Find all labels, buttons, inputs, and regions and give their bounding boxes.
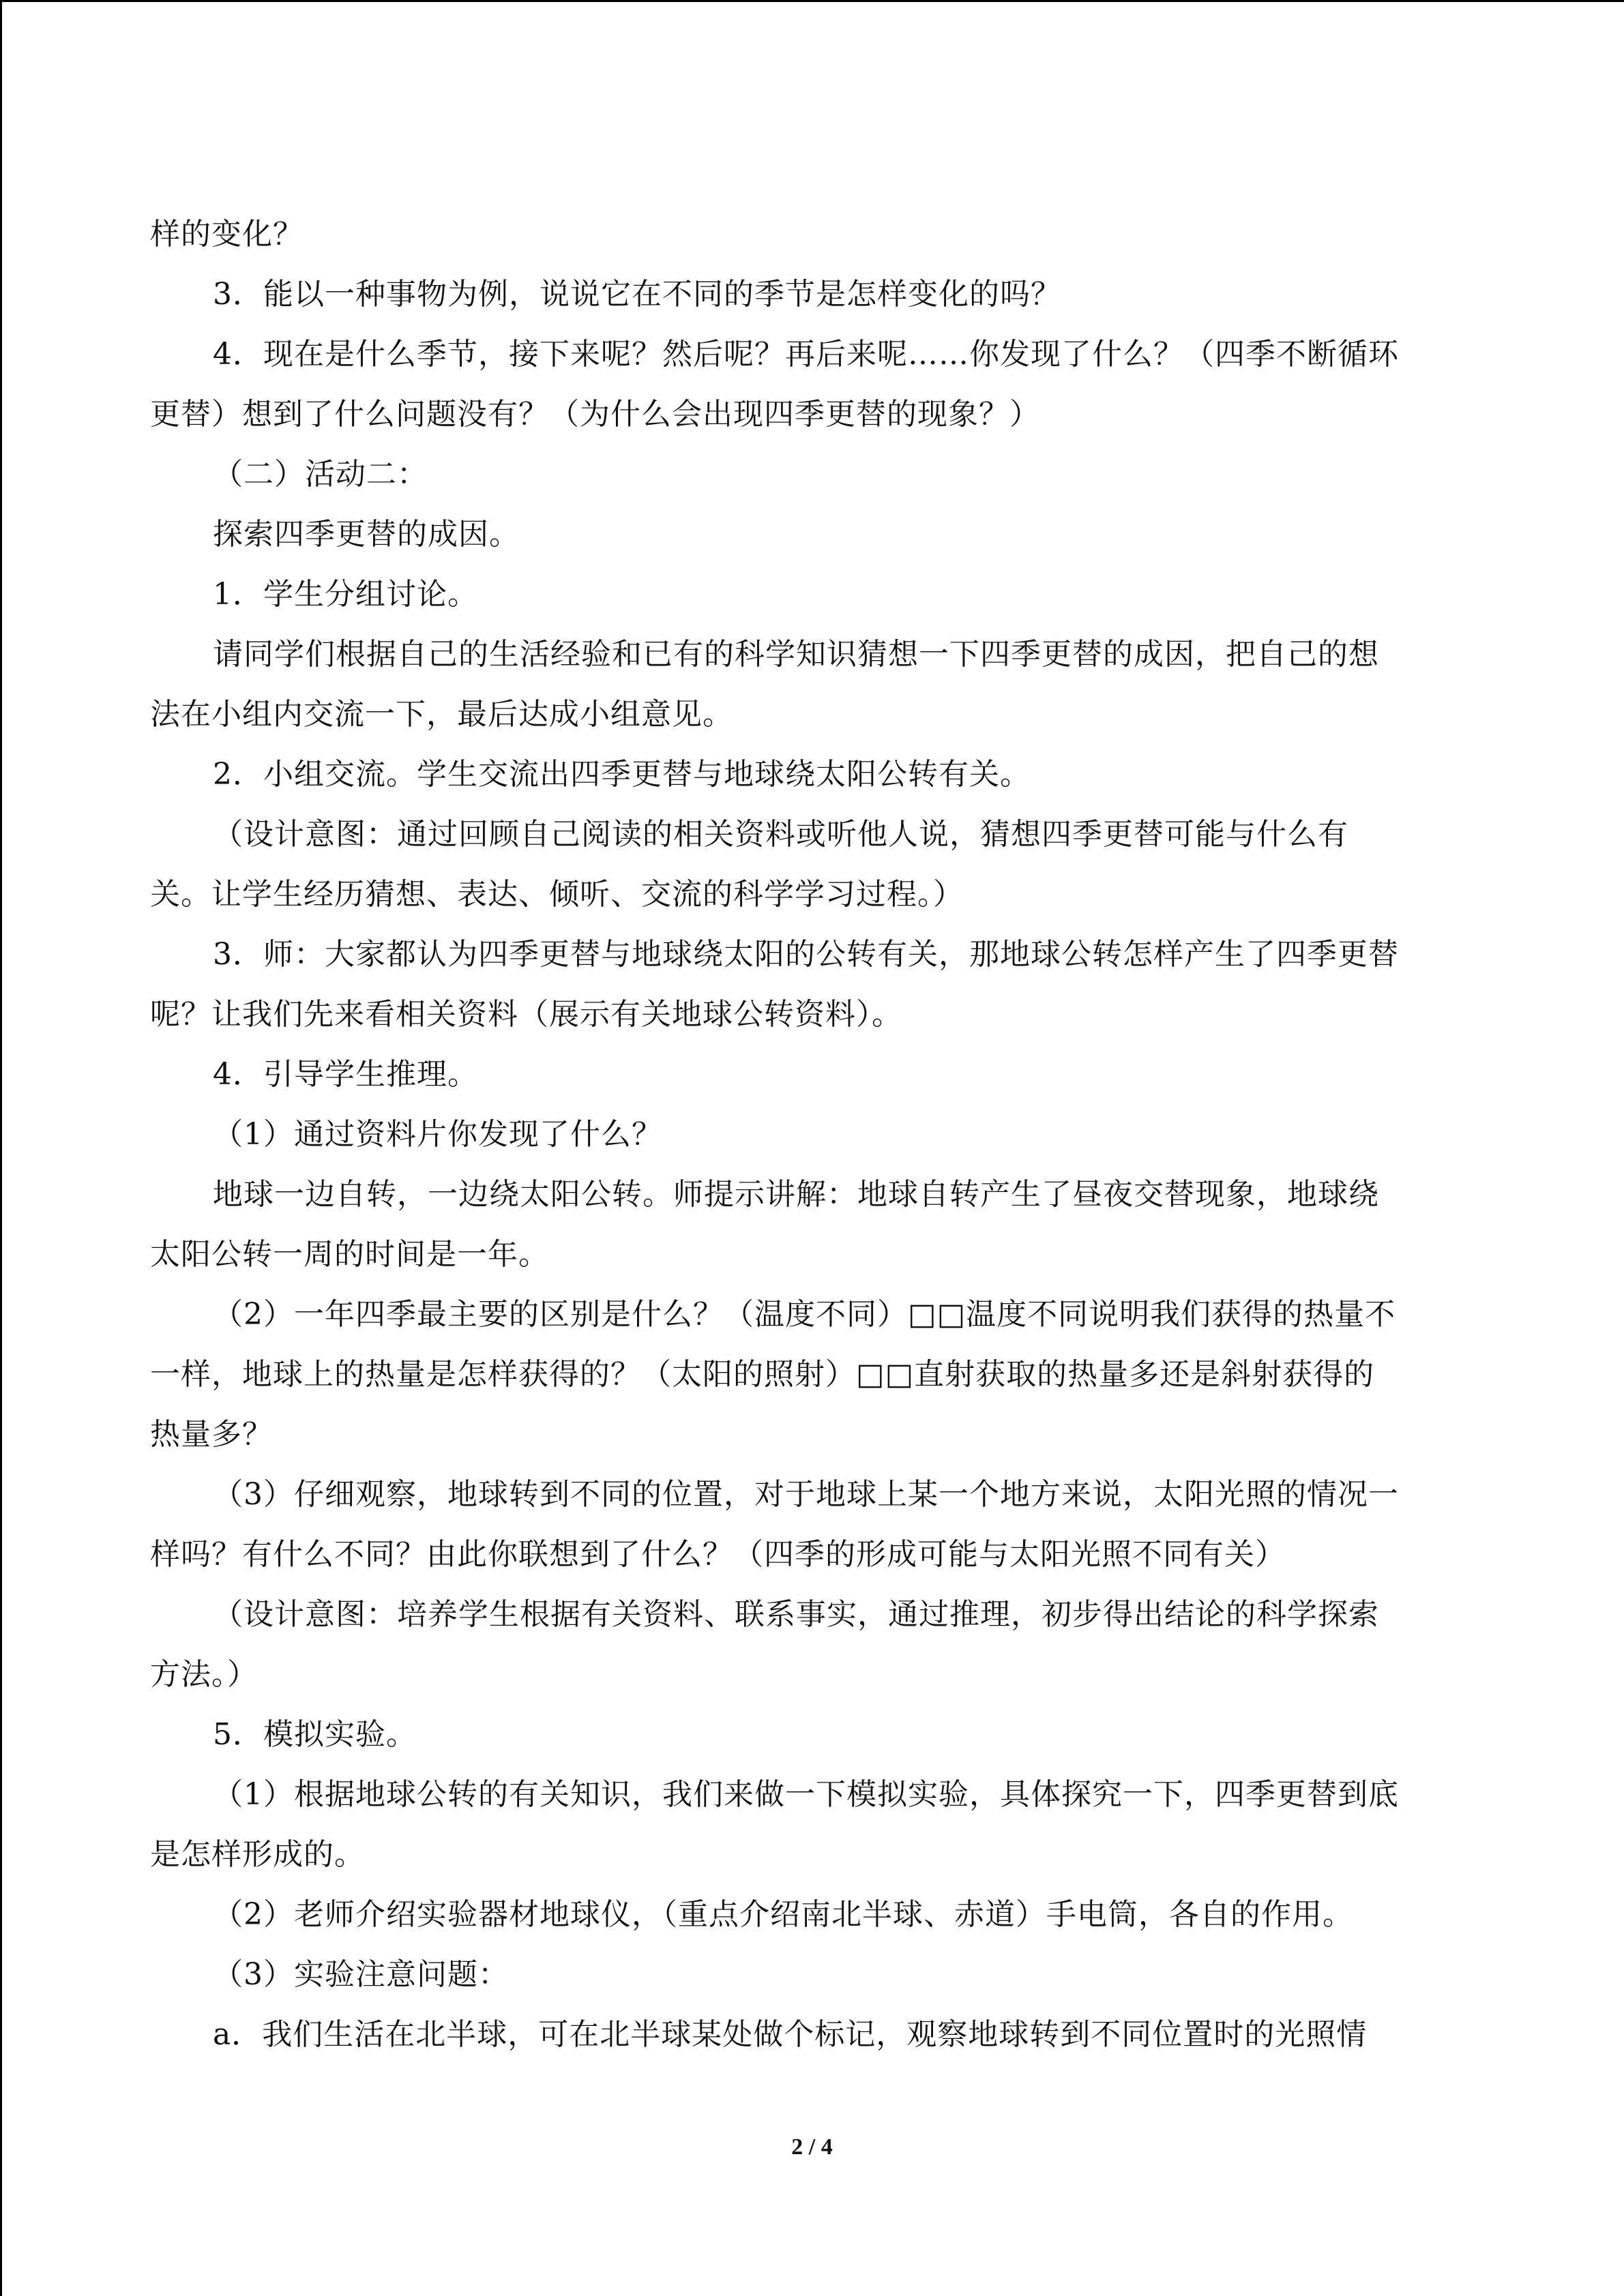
text-line: 热量多？ (150, 1417, 273, 1452)
text-line: 探索四季更替的成因。 (213, 517, 520, 552)
text-line: （2）一年四季最主要的区别是什么？（温度不同）□□温度不同说明我们获得的热量不 (213, 1297, 1396, 1332)
page-number: 2 / 4 (791, 2134, 833, 2160)
paragraph (150, 1945, 1473, 2005)
paragraph (150, 625, 1473, 745)
paragraph (150, 1165, 1473, 1285)
text-line: 3．能以一种事物为例，说说它在不同的季节是怎样变化的吗？ (213, 277, 1061, 312)
text-line: a．我们生活在北半球，可在北半球某处做个标记，观察地球转到不同位置时的光照情 (213, 2017, 1368, 2052)
text-line: 样吗？有什么不同？由此你联想到了什么？（四季的形成可能与太阳光照不同有关） (150, 1537, 1286, 1572)
text-line: （二）活动二： (213, 457, 428, 492)
paragraph (150, 1045, 1473, 1105)
paragraph (150, 265, 1473, 325)
paragraph (150, 1285, 1473, 1465)
paragraph (150, 1465, 1473, 1585)
text-line: 4．现在是什么季节，接下来呢？然后呢？再后来呢……你发现了什么？（四季不断循环 (213, 337, 1399, 372)
text-line: 方法。） (150, 1657, 258, 1692)
text-line: （2）老师介绍实验器材地球仪，（重点介绍南北半球、赤道）手电筒，各自的作用。 (213, 1897, 1353, 1932)
text-line: 1．学生分组讨论。 (213, 577, 478, 612)
text-line: （设计意图：培养学生根据有关资料、联系事实，通过推理，初步得出结论的科学探索 (213, 1597, 1379, 1632)
text-line: 太阳公转一周的时间是一年。 (150, 1237, 549, 1272)
text-line: 一样，地球上的热量是怎样获得的？（太阳的照射）□□直射获取的热量多还是斜射获得的 (150, 1357, 1375, 1392)
paragraph (150, 445, 1473, 505)
paragraph (150, 1585, 1473, 1705)
text-line: （3）实验注意问题： (213, 1957, 509, 1992)
text-line: （3）仔细观察，地球转到不同的位置，对于地球上某一个地方来说，太阳光照的情况一 (213, 1477, 1399, 1512)
text-line: 5．模拟实验。 (213, 1717, 417, 1752)
text-line: （1）根据地球公转的有关知识，我们来做一下模拟实验，具体探究一下，四季更替到底 (213, 1777, 1399, 1812)
text-line: 法在小组内交流一下，最后达成小组意见。 (150, 697, 733, 732)
text-line: 3．师：大家都认为四季更替与地球绕太阳的公转有关，那地球公转怎样产生了四季更替 (213, 937, 1399, 972)
paragraph (150, 2005, 1473, 2065)
text-line: （1）通过资料片你发现了什么？ (213, 1117, 662, 1152)
paragraph (150, 505, 1473, 565)
paragraph (150, 1885, 1473, 1945)
text-line: 请同学们根据自己的生活经验和已有的科学知识猜想一下四季更替的成因，把自己的想 (213, 637, 1379, 672)
document-body (150, 205, 1473, 2065)
text-line: （设计意图：通过回顾自己阅读的相关资料或听他人说，猜想四季更替可能与什么有 (213, 817, 1348, 852)
paragraph (150, 925, 1473, 1045)
paragraph (150, 1765, 1473, 1885)
text-line: 关。让学生经历猜想、表达、倾听、交流的科学学习过程。） (150, 877, 964, 912)
text-line: 呢？让我们先来看相关资料（展示有关地球公转资料）。 (150, 997, 902, 1032)
text-line: 更替）想到了什么问题没有？（为什么会出现四季更替的现象？） (150, 397, 1040, 432)
text-line: 4．引导学生推理。 (213, 1057, 478, 1092)
paragraph (150, 745, 1473, 805)
paragraph (150, 1105, 1473, 1165)
text-line: 2．小组交流。学生交流出四季更替与地球绕太阳公转有关。 (213, 757, 1031, 792)
text-line: 地球一边自转，一边绕太阳公转。师提示讲解：地球自转产生了昼夜交替现象，地球绕 (213, 1177, 1379, 1212)
paragraph (150, 1705, 1473, 1765)
text-line: 是怎样形成的。 (150, 1837, 365, 1872)
paragraph (150, 325, 1473, 445)
paragraph (150, 205, 1473, 265)
paragraph (150, 565, 1473, 625)
paragraph (150, 805, 1473, 925)
text-line: 样的变化？ (150, 217, 304, 252)
